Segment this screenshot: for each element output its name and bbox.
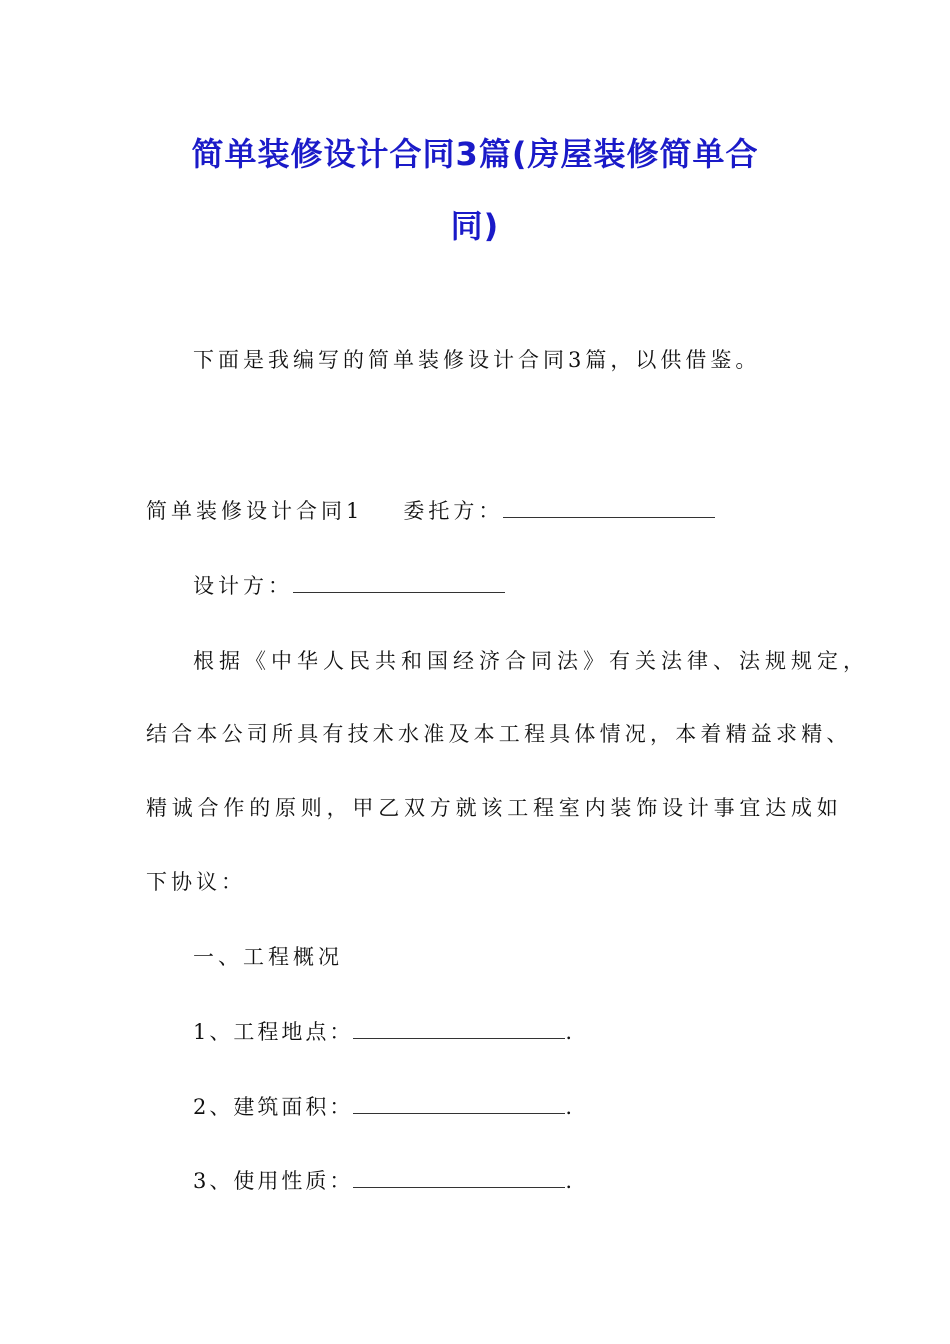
item-2-blank-field[interactable] xyxy=(353,1091,565,1114)
item-2-row xyxy=(193,1091,572,1122)
document-title-line-1: 简单装修设计合同3篇(房屋装修简单合 xyxy=(191,135,759,173)
body-line-3: 精诚合作的原则，甲乙双方就该工程室内装饰设计事宜达成如 xyxy=(146,796,843,820)
intro-paragraph: 下面是我编写的简单装修设计合同3篇，以供借鉴。 xyxy=(193,348,761,372)
contract-heading: 简单装修设计合同1 xyxy=(146,499,364,523)
body-line-2: 结合本公司所具有技术水准及本工程具体情况，本着精益求精、 xyxy=(146,722,852,746)
item-1-terminator: . xyxy=(565,1020,573,1044)
item-1-blank-field[interactable] xyxy=(353,1016,565,1039)
designer-blank-field[interactable] xyxy=(293,570,505,593)
contract-heading-row xyxy=(146,495,715,526)
item-1-label: 1、工程地点： xyxy=(193,1020,354,1044)
item-2-label: 2、建筑面积： xyxy=(193,1095,354,1119)
item-2-terminator: . xyxy=(565,1095,573,1119)
designer-row xyxy=(193,570,505,601)
item-3-blank-field[interactable] xyxy=(353,1165,565,1188)
client-label: 委托方： xyxy=(403,499,504,523)
item-3-terminator: . xyxy=(565,1169,573,1193)
section-1-heading: 一、工程概况 xyxy=(193,945,343,969)
designer-label: 设计方： xyxy=(193,574,293,598)
item-3-label: 3、使用性质： xyxy=(193,1169,354,1193)
document-title-line-2: 同) xyxy=(450,207,500,245)
body-line-1: 根据《中华人民共和国经济合同法》有关法律、法规规定， xyxy=(193,649,869,673)
item-1-row xyxy=(193,1016,572,1047)
item-3-row xyxy=(193,1165,572,1196)
client-blank-field[interactable] xyxy=(503,495,715,518)
body-line-4: 下协议： xyxy=(146,870,246,894)
